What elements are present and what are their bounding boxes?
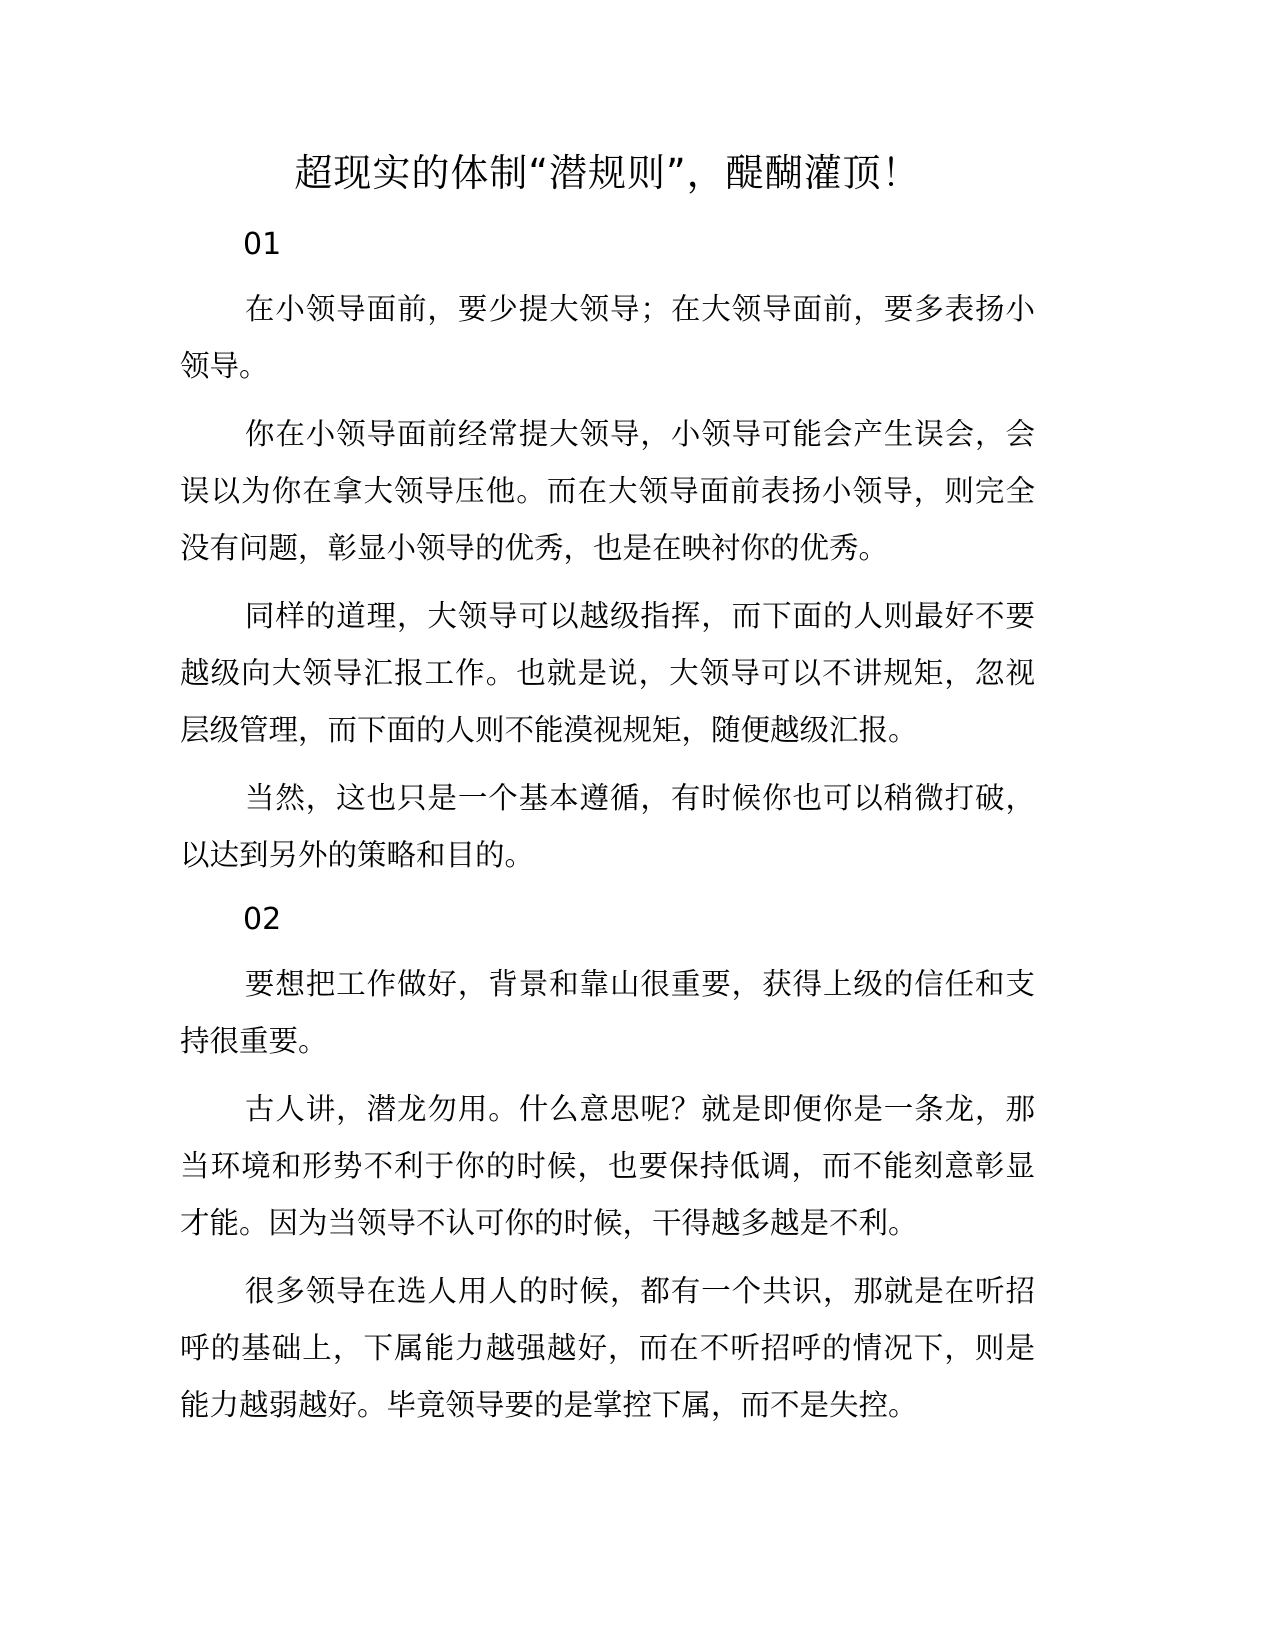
paragraph-1-2: 你在小领导面前经常提大领导，小领导可能会产生误会，会误以为你在拿大领导压他。而在大领导面前表扬小领导，则完全没有问题，彰显小领导的优秀，也是在映衬你的优秀。	[180, 417, 1035, 565]
paragraph-1-1: 在小领导面前，要少提大领导；在大领导面前，要多表扬小领导。	[180, 292, 1035, 383]
paragraph-1-4: 当然，这也只是一个基本遵循，有时候你也可以稍微打破，以达到另外的策略和目的。	[180, 781, 1035, 872]
paragraph-2-3: 很多领导在选人用人的时候，都有一个共识，那就是在听招呼的基础上，下属能力越强越好，而在不听招呼的情况下，则是能力越弱越好。毕竟领导要的是掌控下属，而不是失控。	[180, 1274, 1035, 1422]
document-body	[180, 221, 1035, 1434]
paragraph-2-1: 要想把工作做好，背景和靠山很重要，获得上级的信任和支持很重要。	[180, 967, 1035, 1058]
section-number-02: 02	[243, 902, 282, 937]
paragraph-1-3: 同样的道理，大领导可以越级指挥，而下面的人则最好不要越级向大领导汇报工作。也就是说，大领导可以不讲规矩，忽视层级管理，而下面的人则不能漠视规矩，随便越级汇报。	[180, 599, 1035, 747]
document-title: 超现实的体制“潜规则”，醍醐灌顶！	[294, 151, 921, 195]
section-number-01: 01	[243, 227, 282, 262]
paragraph-2-2: 古人讲，潜龙勿用。什么意思呢？就是即便你是一条龙，那当环境和形势不利于你的时候，也要保持低调，而不能刻意彰显才能。因为当领导不认可你的时候，干得越多越是不利。	[180, 1092, 1035, 1240]
